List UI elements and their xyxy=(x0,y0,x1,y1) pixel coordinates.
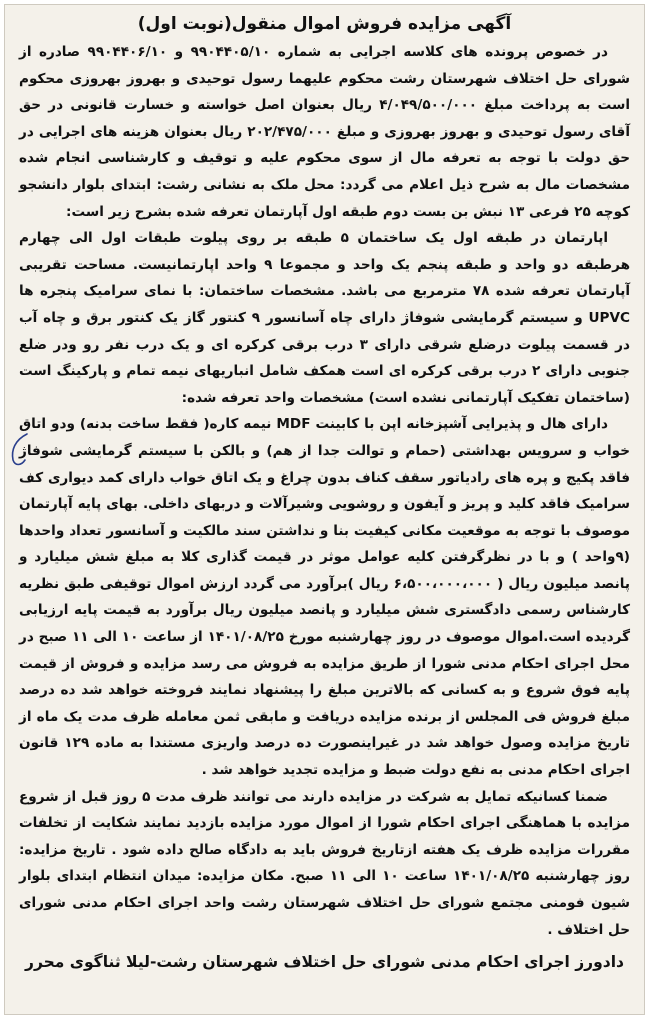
notice-paragraph-visit-and-schedule: ضمنا کسانیکه تمایل به شرکت در مزایده دارند می توانند ظرف مدت ۵ روز قبل از شروع مزایده با هماهنگی اجرای احکام شورا از اموال مورد مزایده بازدید نمایند شکایت از تخلفات مقررات مزایده ظرف یک هفته ازتاریخ فروش باید به دادگاه صالح داده شود . تاریخ مزایده: روز چهارشنبه ۱۴۰۱/۰۸/۲۵ ساعت ۱۰ الی ۱۱ صبح. مکان مزایده: میدان انتظام ابتدای بلوار شیون فومنی مجتمع شورای حل اختلاف شهرستان رشت واحد اجرای احکام مدنی شورای حل اختلاف . xyxy=(19,788,630,938)
notice-signature: دادورز اجرای احکام مدنی شورای حل اختلاف شهرستان رشت-لیلا ثناگوی محرر xyxy=(25,953,624,972)
notice-paragraph-unit-specs-and-terms: دارای هال و پذیرایی آشپزخانه اپن با کابینت MDF نیمه کاره( فقط ساخت بدنه) ودو اتاق خواب و سرویس بهداشتی (حمام و توالت جدا از هم) و بالکن با سیستم گرمایشی شوفاژ فاقد پکیج و پره های رادیاتور سقف کناف بدون چراغ و یک اتاق خواب دارای کمد دیواری کف سرامیک فاقد کلید و پریز و آیفون و روشویی وشیرآلات و دربهای داخلی. بهای پایه آپارتمان موصوف با توجه به موقعیت مکانی کیفیت بنا و نداشتن سند مالکیت و آسانسور تعداد واحدها (۹واحد ) و با در نظرگرفتن کلیه عوامل موثر در قیمت گذاری کلا به مبلغ شش میلیارد و پانصد میلیون ریال ( ۶،۵۰۰،۰۰۰،۰۰۰ ریال )برآورد می گردد ارزش اموال توقیفی طبق نظریه کارشناس رسمی دادگستری شش میلیارد و پانصد میلیون ریال برآورد به قیمت پایه ارزیابی گردیده است.اموال موصوف در روز چهارشنبه مورخ ۱۴۰۱/۰۸/۲۵ از ساعت ۱۰ الی ۱۱ صبح در محل اجرای احکام مدنی شورا از طریق مزایده به فروش می رسد مزایده و فروش از قیمت پایه فوق شروع و به کسانی که بالاترین مبلغ را پیشنهاد نمایند فروخته خواهد شد ده درصد مبلغ فروش فی المجلس از برنده مزایده دریافت و مابقی ثمن معامله ظرف مدت یک ماه از تاریخ مزایده وصول خواهد شد در غیراینصورت ده درصد واریزی مستندا به ماده ۱۲۹ قانون اجرای احکام مدنی به نفع دولت ضبط و مزایده تجدید خواهد شد . xyxy=(19,416,630,779)
auction-notice-page xyxy=(4,4,645,1015)
notice-paragraph-case-details: در خصوص پرونده های کلاسه اجرایی به شماره ۹۹۰۴۴۰۵/۱۰ و ۹۹۰۴۴۰۶/۱۰ صادره از شورای حل اختلاف شهرستان رشت محکوم علیهما رسول توحیدی و بهروز بهروزی محکوم است به پرداخت مبلغ ۴/۰۴۹/۵۰۰/۰۰۰ ریال بعنوان اصل خواسته و خسارت قانونی در حق آقای رسول توحیدی و بهروز بهروزی و مبلغ ۲۰۲/۴۷۵/۰۰۰ ریال بعنوان هزینه های اجرایی در حق دولت با توجه به تعرفه مال از سوی محکوم علیه و توقیف و کارشناسی انجام شده مشخصات مال به شرح ذیل اعلام می گردد: محل ملک به نشانی رشت: ابتدای بلوار دانشجو کوچه ۲۵ فرعی ۱۳ نبش بن بست دوم طبقه اول آپارتمان تعرفه شده بشرح زیر است: xyxy=(19,44,630,220)
notice-title: آگهی مزایده فروش اموال منقول(نوبت اول) xyxy=(137,14,512,34)
notice-paragraph-building-specs: اپارتمان در طبقه اول یک ساختمان ۵ طبقه بر روی پیلوت طبقات اول الی چهارم هرطبقه دو واحد و طبقه پنجم یک واحد و مجموعا ۹ واحد اپارتمانیست. مساحت تقریبی آپارتمان تعرفه شده ۷۸ مترمربع می باشد. مشخصات ساختمان: با نمای سرامیک پنجره ها UPVC و سیستم گرمایشی شوفاژ دارای چاه آسانسور ۹ کنتور گاز یک کنتور برق و چاه آب در قسمت پیلوت درضلع شرقی دارای ۳ درب برقی کرکره ای و یک درب نفر رو ودر ضلع جنوبی دارای ۲ درب برقی کرکره ای است همکف شامل انباریهای نیمه تمام و پارکینگ است (ساختمان تفکیک آپارتمانی نشده است) مشخصات واحد تعرفه شده: xyxy=(19,230,630,406)
